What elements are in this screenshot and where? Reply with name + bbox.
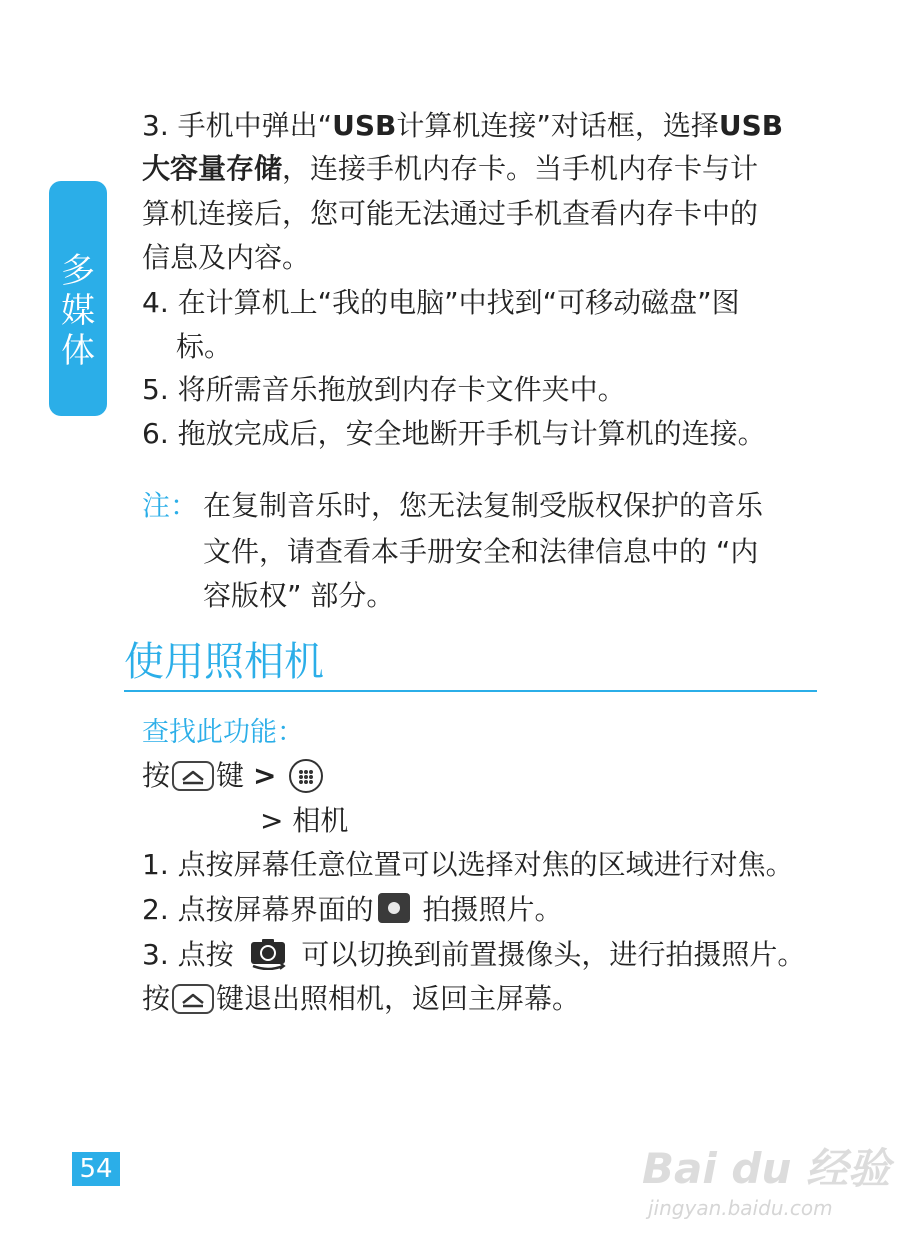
watermark-url: jingyan.baidu.com [648, 1196, 833, 1220]
watermark-logo: Bai du 经验 [642, 1144, 890, 1193]
step-text: 3. 点按 [142, 938, 243, 971]
note-line-3: 容版权” 部分。 [203, 579, 395, 612]
note-label: 注： [142, 489, 199, 522]
apps-grid-icon [289, 759, 323, 793]
step-3-line-2 [142, 151, 758, 187]
camera-exit-line [142, 981, 580, 1017]
chapter-tab-char: 媒 [61, 291, 95, 331]
step-text: 2. 点按屏幕界面的 [142, 893, 374, 926]
path-separator: > [252, 759, 277, 792]
note-line-2: 文件，请查看本手册安全和法律信息中的 “内 [203, 535, 759, 568]
step-text: 可以切换到前置摄像头，进行拍摄照片。 [292, 938, 806, 971]
camera-shutter-icon [378, 893, 410, 923]
step-number: 3. [142, 109, 169, 142]
step-text: 手机中弹出“ [168, 109, 333, 142]
chapter-tab-char: 体 [61, 331, 95, 371]
note-line-1: 在复制音乐时，您无法复制受版权保护的音乐 [203, 489, 764, 522]
feature-path-line-1 [142, 758, 327, 794]
step-text: 拍摄照片。 [413, 893, 563, 926]
step-emphasis: USB [332, 109, 397, 142]
section-title: 使用照相机 [124, 639, 324, 685]
path-text: 键 [216, 759, 245, 792]
chapter-tab-char: 多 [61, 251, 95, 291]
step-3-line-1 [142, 108, 783, 144]
step-text: ，连接手机内存卡。当手机内存卡与计 [282, 152, 759, 185]
find-feature-label: 查找此功能： [142, 717, 304, 748]
home-key-icon [172, 984, 214, 1014]
step-6: 6. 拖放完成后，安全地断开手机与计算机的连接。 [142, 417, 766, 450]
step-4-line-1: 4. 在计算机上“我的电脑”中找到“可移动磁盘”图 [142, 286, 740, 319]
switch-camera-icon [247, 938, 289, 970]
camera-step-2 [142, 892, 563, 928]
step-3-line-3: 算机连接后，您可能无法通过手机查看内存卡中的 [142, 197, 759, 230]
step-emphasis: USB [718, 109, 784, 142]
step-4-line-2: 标。 [176, 330, 233, 363]
feature-path-line-2: > 相机 [260, 804, 349, 837]
camera-step-1: 1. 点按屏幕任意位置可以选择对焦的区域进行对焦。 [142, 848, 794, 881]
path-text: 按 [142, 759, 171, 792]
step-emphasis: 大容量存储 [142, 152, 283, 185]
step-text: 按 [142, 982, 171, 1015]
step-3-line-4: 信息及内容。 [142, 241, 311, 274]
page-number: 54 [72, 1152, 120, 1186]
chapter-side-tab [49, 181, 107, 416]
home-key-icon [172, 761, 214, 791]
camera-step-3 [142, 937, 805, 973]
section-divider [124, 690, 817, 692]
step-text: 键退出照相机，返回主屏幕。 [216, 982, 581, 1015]
step-text: 计算机连接”对话框，选择 [396, 109, 719, 142]
step-5: 5. 将所需音乐拖放到内存卡文件夹中。 [142, 373, 626, 406]
